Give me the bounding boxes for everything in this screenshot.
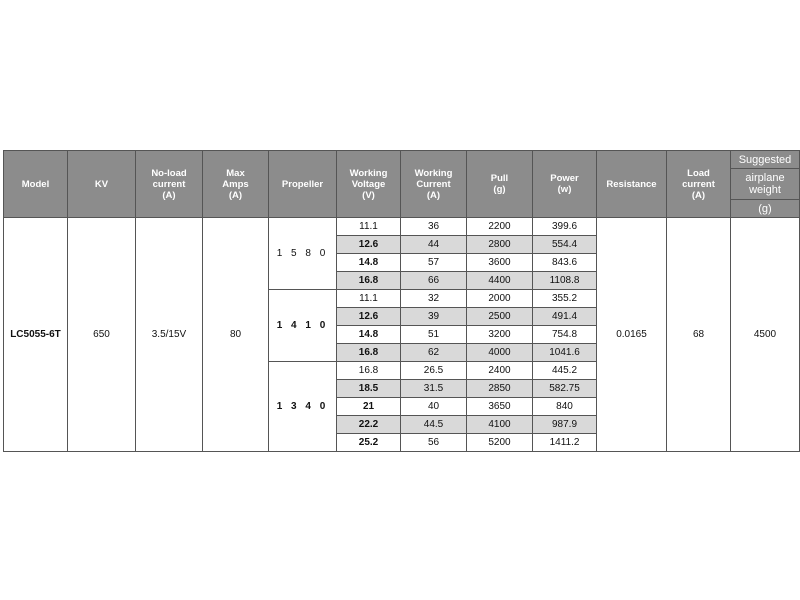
cell-working-current: 31.5 bbox=[401, 380, 467, 398]
cell-working-current: 44.5 bbox=[401, 416, 467, 434]
header-text: airplane bbox=[745, 172, 785, 184]
cell-working-voltage: 11.1 bbox=[337, 218, 401, 236]
header-load-current bbox=[667, 151, 731, 218]
header-noload-current bbox=[136, 151, 203, 218]
table-body bbox=[4, 218, 800, 452]
cell-pull: 2800 bbox=[467, 236, 533, 254]
cell-pull: 2850 bbox=[467, 380, 533, 398]
header-text: (g) bbox=[493, 184, 506, 195]
cell-load-current: 68 bbox=[667, 218, 731, 452]
cell-propeller: 1 4 1 0 bbox=[269, 290, 337, 362]
header-text: (A) bbox=[162, 189, 176, 201]
cell-working-voltage: 16.8 bbox=[337, 362, 401, 380]
cell-pull: 4400 bbox=[467, 272, 533, 290]
header-text: current bbox=[152, 178, 186, 190]
cell-working-voltage: 25.2 bbox=[337, 434, 401, 452]
cell-working-voltage: 14.8 bbox=[337, 326, 401, 344]
cell-working-voltage: 16.8 bbox=[337, 344, 401, 362]
cell-power: 843.6 bbox=[533, 254, 597, 272]
header-text: Load bbox=[687, 167, 710, 179]
header-text: Working bbox=[414, 167, 453, 179]
header-text: (w) bbox=[557, 184, 572, 195]
header-working-current bbox=[401, 151, 467, 218]
cell-working-current: 62 bbox=[401, 344, 467, 362]
cell-propeller: 1 3 4 0 bbox=[269, 362, 337, 452]
cell-pull: 3200 bbox=[467, 326, 533, 344]
cell-working-voltage: 16.8 bbox=[337, 272, 401, 290]
header-resistance: Resistance bbox=[597, 151, 667, 218]
motor-spec-table bbox=[3, 150, 800, 452]
cell-working-voltage: 12.6 bbox=[337, 308, 401, 326]
cell-pull: 4000 bbox=[467, 344, 533, 362]
cell-pull: 2200 bbox=[467, 218, 533, 236]
cell-working-current: 26.5 bbox=[401, 362, 467, 380]
cell-power: 1108.8 bbox=[533, 272, 597, 290]
header-model: Model bbox=[4, 151, 68, 218]
header-text: (A) bbox=[426, 189, 441, 201]
header-text: weight bbox=[749, 184, 781, 196]
header-text: (A) bbox=[691, 189, 706, 201]
cell-working-voltage: 12.6 bbox=[337, 236, 401, 254]
header-text: Pull bbox=[490, 173, 509, 184]
header-text: (V) bbox=[362, 189, 375, 201]
header-suggested: Suggested bbox=[731, 151, 800, 169]
cell-resistance: 0.0165 bbox=[597, 218, 667, 452]
cell-pull: 2000 bbox=[467, 290, 533, 308]
header-kv: KV bbox=[68, 151, 136, 218]
cell-working-current: 66 bbox=[401, 272, 467, 290]
cell-kv: 650 bbox=[68, 218, 136, 452]
cell-working-current: 51 bbox=[401, 326, 467, 344]
header-airplane-weight bbox=[731, 169, 800, 200]
header-text: No-load bbox=[151, 167, 187, 179]
header-text: Current bbox=[416, 178, 451, 190]
cell-working-current: 39 bbox=[401, 308, 467, 326]
cell-suggested-weight: 4500 bbox=[731, 218, 800, 452]
cell-power: 355.2 bbox=[533, 290, 597, 308]
cell-pull: 3600 bbox=[467, 254, 533, 272]
header-text: current bbox=[682, 178, 715, 190]
header-text: Amps bbox=[222, 178, 249, 190]
cell-working-voltage: 22.2 bbox=[337, 416, 401, 434]
cell-working-current: 40 bbox=[401, 398, 467, 416]
cell-working-voltage: 18.5 bbox=[337, 380, 401, 398]
cell-noload-current: 3.5/15V bbox=[136, 218, 203, 452]
cell-power: 399.6 bbox=[533, 218, 597, 236]
header-pull bbox=[467, 151, 533, 218]
cell-pull: 3650 bbox=[467, 398, 533, 416]
cell-max-amps: 80 bbox=[203, 218, 269, 452]
cell-pull: 2400 bbox=[467, 362, 533, 380]
cell-power: 840 bbox=[533, 398, 597, 416]
header-power bbox=[533, 151, 597, 218]
cell-working-current: 32 bbox=[401, 290, 467, 308]
cell-power: 582.75 bbox=[533, 380, 597, 398]
header-working-voltage bbox=[337, 151, 401, 218]
cell-model: LC5055-6T bbox=[4, 218, 68, 452]
cell-power: 754.8 bbox=[533, 326, 597, 344]
cell-power: 491.4 bbox=[533, 308, 597, 326]
header-text: Voltage bbox=[351, 178, 386, 190]
cell-power: 445.2 bbox=[533, 362, 597, 380]
cell-pull: 2500 bbox=[467, 308, 533, 326]
cell-power: 554.4 bbox=[533, 236, 597, 254]
cell-propeller: 1 5 8 0 bbox=[269, 218, 337, 290]
cell-working-current: 44 bbox=[401, 236, 467, 254]
header-propeller: Propeller bbox=[269, 151, 337, 218]
cell-working-voltage: 11.1 bbox=[337, 290, 401, 308]
header-max-amps bbox=[203, 151, 269, 218]
cell-working-current: 56 bbox=[401, 434, 467, 452]
cell-power: 987.9 bbox=[533, 416, 597, 434]
cell-working-voltage: 21 bbox=[337, 398, 401, 416]
cell-working-voltage: 14.8 bbox=[337, 254, 401, 272]
cell-working-current: 57 bbox=[401, 254, 467, 272]
cell-pull: 5200 bbox=[467, 434, 533, 452]
header-text: Max bbox=[226, 167, 245, 179]
header-weight-unit: (g) bbox=[731, 200, 800, 218]
cell-working-current: 36 bbox=[401, 218, 467, 236]
table-row bbox=[4, 218, 800, 236]
cell-pull: 4100 bbox=[467, 416, 533, 434]
cell-power: 1041.6 bbox=[533, 344, 597, 362]
header-text: Power bbox=[550, 173, 579, 184]
cell-power: 1411.2 bbox=[533, 434, 597, 452]
header-text: (A) bbox=[228, 189, 243, 201]
header-text: Working bbox=[349, 167, 388, 179]
